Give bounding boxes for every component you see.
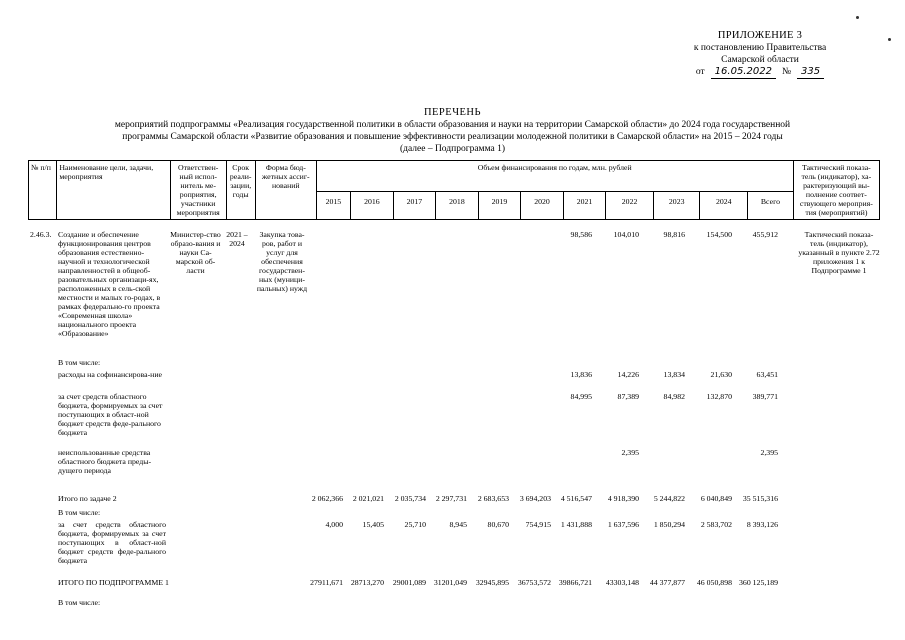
value-cell: 154,500 — [706, 230, 732, 239]
header-num: № п/п — [29, 161, 57, 220]
value-cell: 25,710 — [404, 520, 426, 529]
value-cell: 2,395 — [621, 448, 639, 457]
header-responsible: Ответствен-ный испол-нитель ме-роприятия, участники мероприятия — [170, 161, 226, 220]
appendix-date-row — [640, 66, 880, 79]
value-cell: 63,451 — [756, 370, 778, 379]
header-year: 2019 — [478, 192, 521, 220]
value-cell: 2 035,734 — [394, 494, 426, 503]
handwritten-number: 335 — [797, 66, 824, 79]
activity-indicator: Тактический показа-тель (индикатор), указанный в пункте 2.72 приложения 1 к Подпрограмме 1 — [798, 230, 880, 275]
value-cell: 389,771 — [752, 392, 778, 401]
value-cell: 36753,572 — [517, 578, 551, 587]
value-cell: 80,670 — [487, 520, 509, 529]
subprogram-total-label: ИТОГО ПО ПОДПРОГРАММЕ 1 — [58, 578, 169, 587]
value-cell: 1 637,596 — [607, 520, 639, 529]
activity-name: Создание и обеспечение функционирования центров образования естественно-научной и технологической направленностей в общеоб-разовательных организаци-ях, расположенных в сель-ской местности и малых го-родах, в рамках федерально-го проекта «Современная школа» национального проекта «Образование» — [58, 230, 161, 338]
value-cell: 2 021,021 — [352, 494, 384, 503]
heading-title: ПЕРЕЧЕНЬ — [423, 107, 482, 118]
value-cell: 84,995 — [570, 392, 592, 401]
value-cell: 3 694,203 — [519, 494, 551, 503]
sub-row-label: неиспользованные средства областного бюджета преды-дущего периода — [58, 448, 152, 475]
value-cell: 21,630 — [710, 370, 732, 379]
handwritten-date: 16.05.2022 — [711, 66, 776, 79]
activity-responsible: Министер-ство образо-вания и науки Са-марской об-ласти — [170, 230, 221, 275]
header-year: 2017 — [393, 192, 436, 220]
table-header — [28, 160, 880, 220]
value-cell: 4 516,547 — [560, 494, 592, 503]
value-cell: 28713,270 — [350, 578, 384, 587]
value-cell: 32945,895 — [475, 578, 509, 587]
header-term: Срок реали-зации, годы — [226, 161, 255, 220]
value-cell: 4,000 — [325, 520, 343, 529]
task-total-label: Итого по задаче 2 — [58, 494, 117, 503]
appendix-title: ПРИЛОЖЕНИЕ 3 — [717, 30, 803, 41]
appendix-line-2: Самарской области — [721, 55, 799, 65]
value-cell: 104,010 — [613, 230, 639, 239]
header-year: 2020 — [521, 192, 564, 220]
header-year: 2016 — [351, 192, 394, 220]
value-cell: 2 683,653 — [477, 494, 509, 503]
header-year: 2018 — [436, 192, 479, 220]
appendix-block — [640, 30, 880, 79]
value-cell: 8 393,126 — [746, 520, 778, 529]
value-cell: 754,915 — [525, 520, 551, 529]
scan-speck — [888, 38, 891, 41]
header-year: 2021 — [563, 192, 606, 220]
value-cell: 1 850,294 — [653, 520, 685, 529]
header-year-total: Всего — [748, 192, 794, 220]
value-cell: 455,912 — [752, 230, 778, 239]
value-cell: 5 244,822 — [653, 494, 685, 503]
task-sub-label: за счет средств областного бюджета, формируемых за счет поступающих в област-ной бюджет средств феде-рального бюджета — [58, 520, 166, 565]
header-funding: Объем финансирования по годам, млн. рублей — [316, 161, 793, 192]
value-cell: 2 062,366 — [311, 494, 343, 503]
final-including-label: В том числе: — [58, 598, 101, 607]
value-cell: 132,870 — [706, 392, 732, 401]
value-cell: 4 918,390 — [607, 494, 639, 503]
document-heading — [40, 107, 865, 155]
value-cell: 2,395 — [760, 448, 778, 457]
including-label: В том числе: — [58, 358, 101, 367]
sub-row-label: расходы на софинансирова-ние — [58, 370, 162, 379]
header-form: Форма бюд-жетных ассиг-нований — [255, 161, 316, 220]
number-prefix: № — [781, 67, 792, 77]
value-cell: 6 040,849 — [700, 494, 732, 503]
value-cell: 46 050,898 — [696, 578, 732, 587]
header-year: 2024 — [700, 192, 748, 220]
activity-num: 2.46.3. — [30, 230, 52, 239]
value-cell: 39866,721 — [558, 578, 592, 587]
scan-speck — [856, 16, 859, 19]
heading-line-1: мероприятий подпрограммы «Реализация государственной политики в области образования и науки на территории Самарской области» до 2024 года государственной — [114, 120, 791, 130]
task-including-label: В том числе: — [58, 508, 101, 517]
value-cell: 98,816 — [663, 230, 685, 239]
header-year: 2022 — [606, 192, 654, 220]
header-year: 2023 — [653, 192, 700, 220]
header-name: Наименование цели, задачи, мероприятия — [57, 161, 170, 220]
table-body — [28, 226, 880, 636]
value-cell: 8,945 — [449, 520, 467, 529]
heading-line-3: (далее – Подпрограмма 1) — [399, 144, 506, 154]
value-cell: 44 377,877 — [649, 578, 685, 587]
value-cell: 2 297,731 — [435, 494, 467, 503]
value-cell: 31201,049 — [433, 578, 467, 587]
appendix-line-1: к постановлению Правительства — [693, 43, 827, 53]
header-indicator: Тактический показа-тель (индикатор), ха-рактеризующий вы-полнение соответ-ствующего мероприя-тия (мероприятий) — [793, 161, 879, 220]
value-cell: 87,389 — [617, 392, 639, 401]
date-prefix: от — [695, 67, 705, 77]
value-cell: 35 515,316 — [742, 494, 778, 503]
value-cell: 2 583,702 — [700, 520, 732, 529]
value-cell: 13,836 — [570, 370, 592, 379]
value-cell: 29001,089 — [392, 578, 426, 587]
value-cell: 13,834 — [663, 370, 685, 379]
heading-line-2: программы Самарской области «Развитие образования и повышение эффективности реализации молодежной политики в Самарской области» на 2015 – 2024 годы — [122, 132, 783, 142]
value-cell: 43303,148 — [605, 578, 639, 587]
activity-form: Закупка това-ров, работ и услуг для обеспечения государствен-ных (муници-пальных) нужд — [256, 230, 308, 293]
value-cell: 360 125,189 — [739, 578, 778, 587]
value-cell: 14,226 — [617, 370, 639, 379]
sub-row-label: за счет средств областного бюджета, формируемых за счет поступающих в област-ной бюджет средств феде-рального бюджета — [58, 392, 163, 437]
value-cell: 98,586 — [570, 230, 592, 239]
value-cell: 27911,671 — [310, 578, 343, 587]
header-year: 2015 — [316, 192, 350, 220]
value-cell: 1 431,888 — [560, 520, 592, 529]
activity-term: 2021 – 2024 — [226, 230, 248, 248]
value-cell: 84,982 — [663, 392, 685, 401]
value-cell: 15,405 — [362, 520, 384, 529]
